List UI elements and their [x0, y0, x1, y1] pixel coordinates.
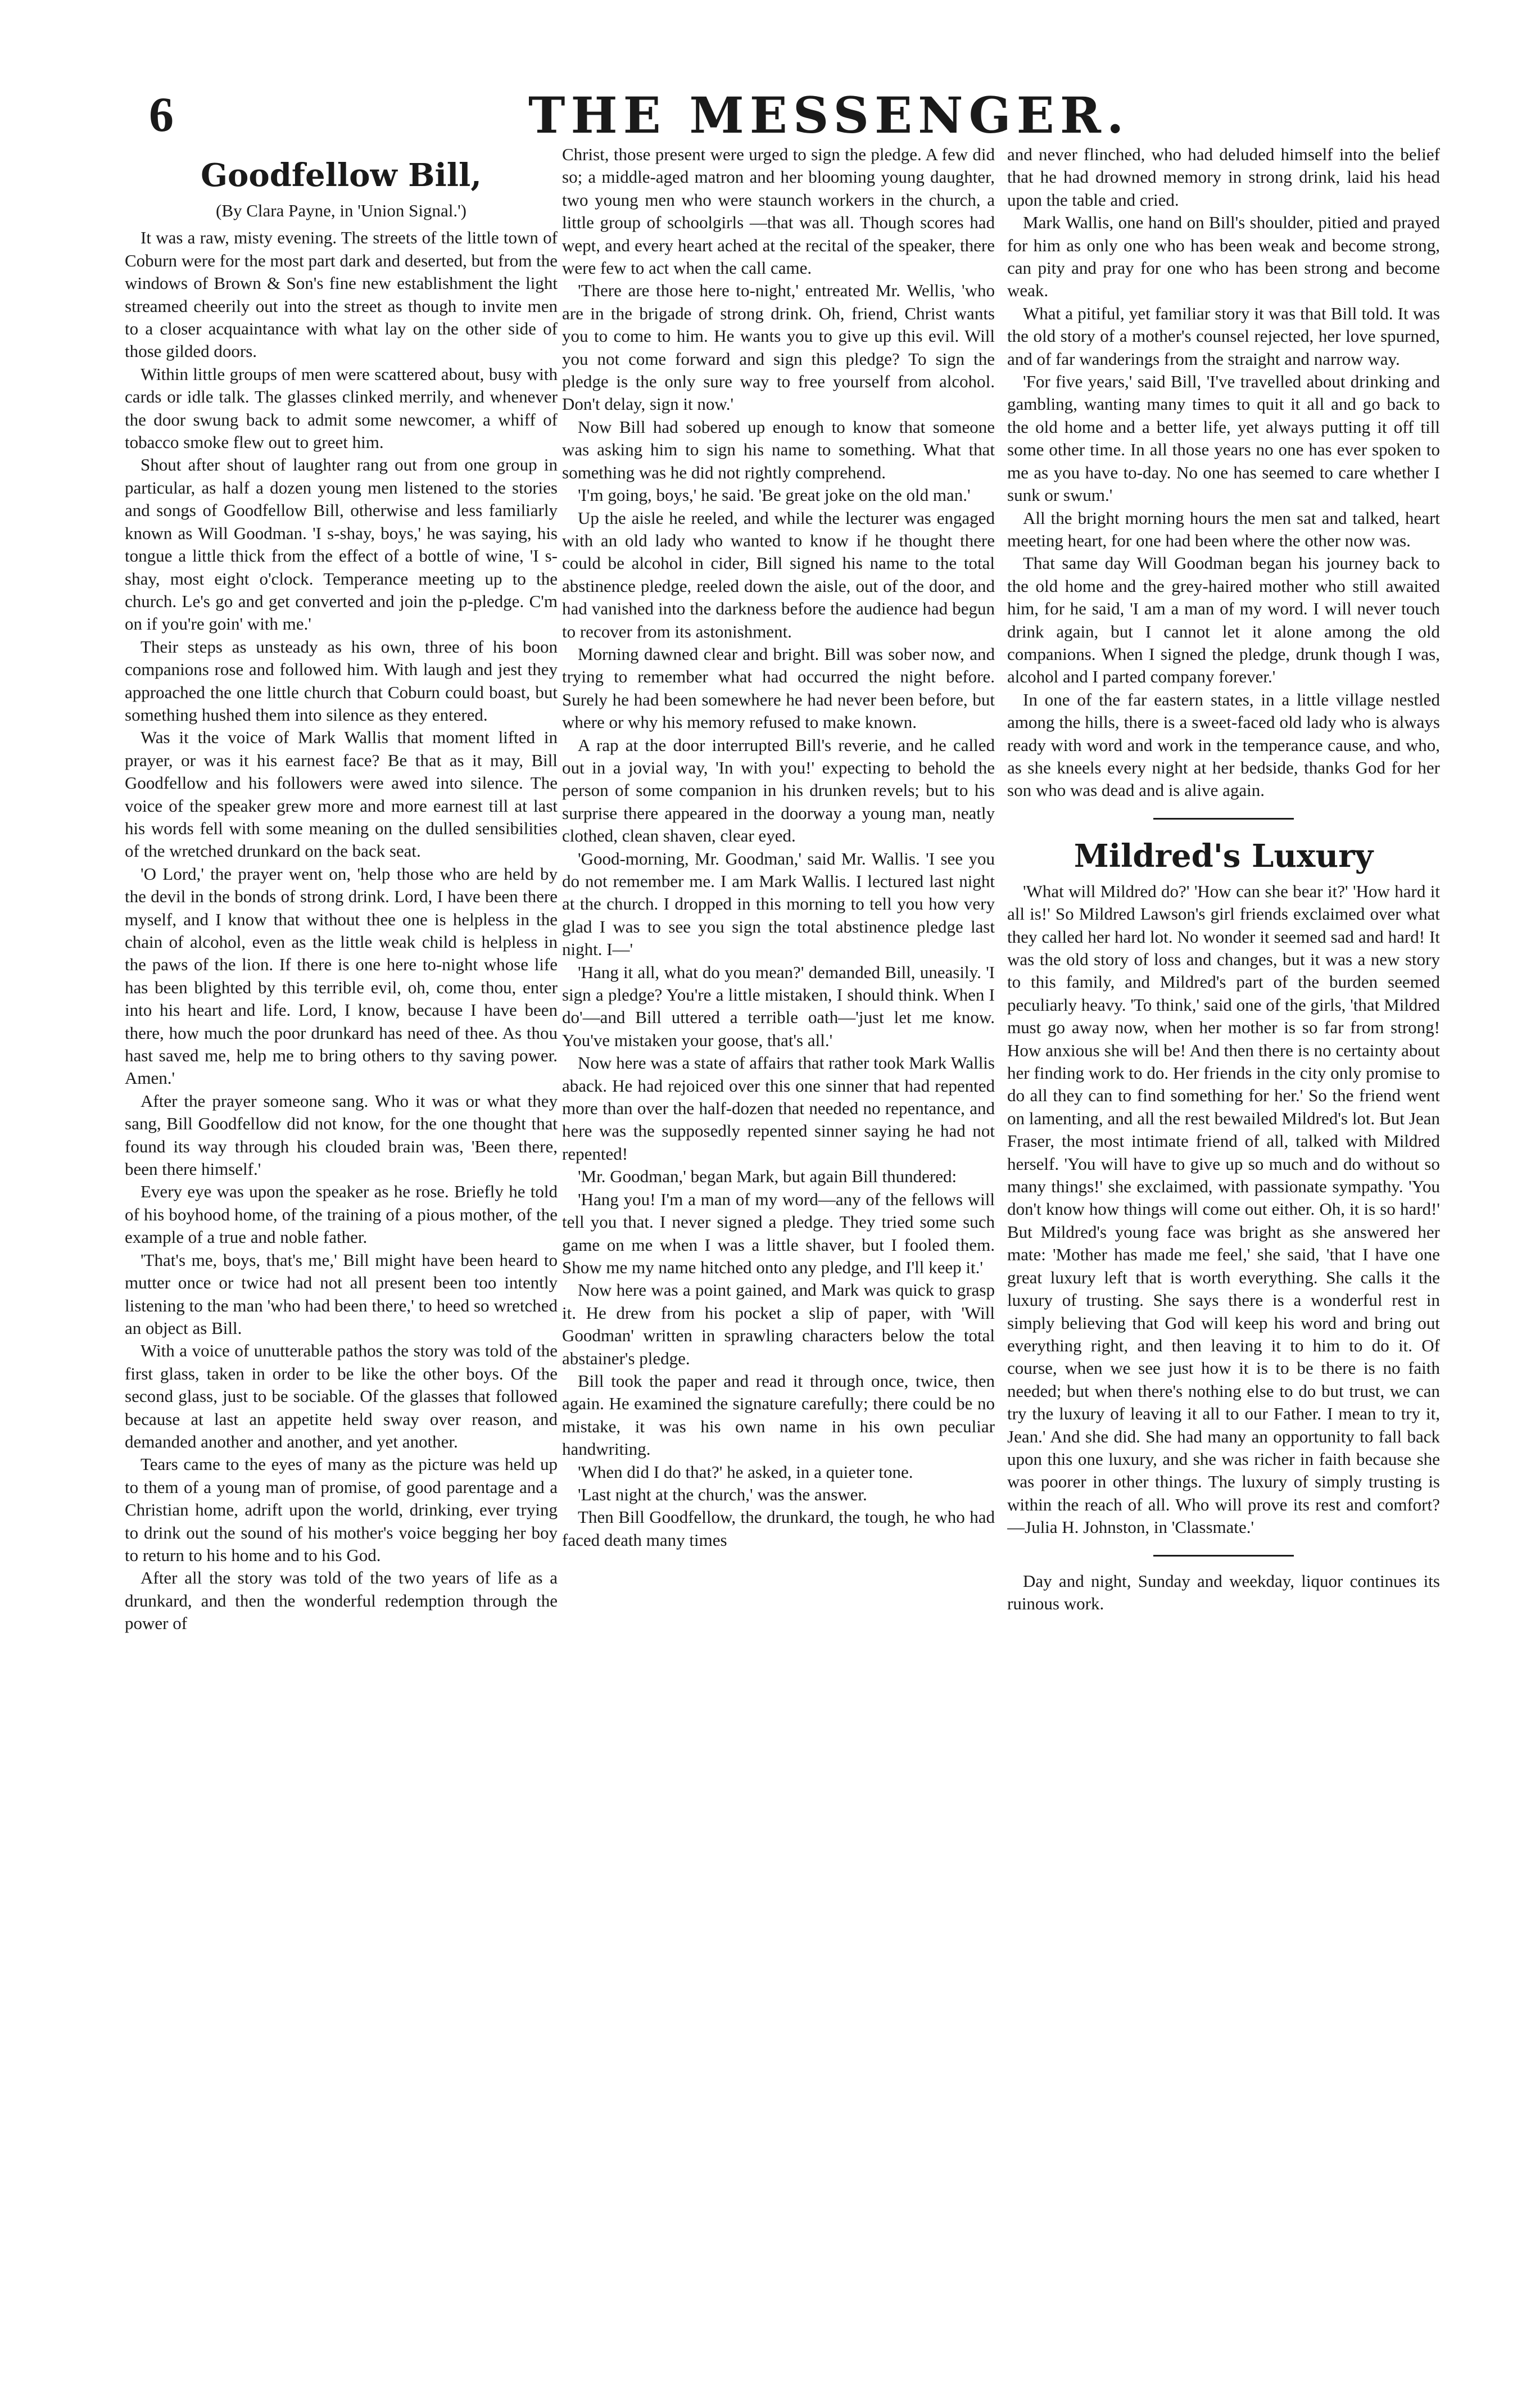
- article-paragraph: Was it the voice of Mark Wallis that moment lifted in prayer, or was it his earnest face? Be that as it may, Bill Goodfellow and his followers were awed into silence. The voice of the speaker grew more and more earnest till at last his words fell with some meaning on the dulled sensibilities of the wretched drunkard on the back seat.: [125, 727, 558, 861]
- article-divider: [1153, 818, 1294, 820]
- article-paragraph: Their steps as unsteady as his own, three of his boon companions rose and followed him. With laugh and jest they approached the one little church that Coburn could boast, but something hushed them into silence as they entered.: [125, 636, 558, 725]
- article-paragraph: 'Hang you! I'm a man of my word—any of the fellows will tell you that. I never signed a pledge. They tried some such game on me when I was a little shaver, but I fooled them. Show me my name hitched onto any pledge, and I'll keep it.': [562, 1189, 995, 1277]
- paper-title: THE MESSENGER.: [528, 86, 1130, 144]
- article-paragraph: 'Mr. Goodman,' began Mark, but again Bill thundered:: [578, 1166, 957, 1187]
- article-paragraph: In one of the far eastern states, in a little village nestled among the hills, there is a sweet-faced old lady who is always ready with word and work in the temperance cause, and who, as she kneels every night at her bedside, thanks God for her son who was dead and is alive again.: [1007, 689, 1440, 800]
- article-paragraph: Shout after shout of laughter rang out from one group in particular, as half a dozen young men listened to the stories and songs of Goodfellow Bill, otherwise and less familiarly known as Will Goodman. 'I s-shay, boys,' he was saying, his tongue a little thick from the effect of a bottle of wine, 'I s-shay, most eight o'clock. Temperance meeting up to the church. Le's go and get converted and join the p-pledge. C'm on if you're goin' with me.': [125, 455, 558, 634]
- article-paragraph: Now here was a point gained, and Mark was quick to grasp it. He drew from his pocket a slip of paper, with 'Will Goodman' written in sprawling characters below the total abstainer's pledge.: [562, 1280, 995, 1368]
- article-paragraph: All the bright morning hours the men sat and talked, heart meeting heart, for one had been where the other now was.: [1007, 508, 1440, 550]
- column-3: [1007, 143, 1440, 2279]
- article-paragraph: 'What will Mildred do?' 'How can she bear it?' 'How hard it all is!' So Mildred Lawson's girl friends exclaimed over what they called her hard lot. No wonder it seemed sad and hard! It was the old story of loss and changes, but it was a new story to this family, and Mildred's part of the burden seemed peculiarly heavy. 'To think,' said one of the girls, 'that Mildred must go away now, when her mother is so far from strong! How anxious she will be! And then there is no certainty about her finding work to do. Her friends in the city only promise to do all they can to find something for her.' So the friend went on lamenting, and all the rest bewailed Mildred's lot. But Jean Fraser, the most intimate friend of all, talked with Mildred herself. 'You will have to give up so much and do without so many things!' she exclaimed, with passionate sympathy. 'You don't know how things will come out either. Oh, it is so hard!' But Mildred's young face was bright as she answered her mate: 'Mother has made me feel,' she said, 'that I have one great luxury left that is worth everything. She calls it the luxury of trusting. She says there is a wonderful rest in simply believing that God will keep his word and bring out everything right, and then leaving it to him to do it. Of course, when we see just how it is to be there is no faith needed; but when there's nothing else to do but trust, we can try the luxury of leaving it all to our Father. I mean to try it, Jean.' And she did. She had many an opportunity to fall back upon this one luxury, and she was richer in faith because she was poorer in other things. The luxury of simply trusting is within the reach of all. Who will prove its rest and comfort?—Julia H. Johnston, in 'Classmate.': [1007, 881, 1440, 1537]
- article-divider: [1153, 1555, 1294, 1557]
- article-paragraph: 'There are those here to-night,' entreated Mr. Wellis, 'who are in the brigade of strong drink. Oh, friend, Christ wants you to come to him. He wants you to give up this evil. Will you not come forward and sign this pledge? To sign the pledge is the only sure way to free yourself from alcohol. Don't delay, sign it now.': [562, 281, 995, 414]
- article-title-mildreds-luxury: Mildred's Luxury: [1074, 837, 1374, 875]
- masthead: [0, 84, 1540, 146]
- article-paragraph: Now Bill had sobered up enough to know that someone was asking him to sign his name to something. What that something was he did not rightly comprehend.: [562, 417, 995, 482]
- article-paragraph: Mark Wallis, one hand on Bill's shoulder, pitied and prayed for him as only one who has been weak and become strong, can pity and pray for one who has been strong and become weak.: [1007, 212, 1440, 301]
- article-paragraph: With a voice of unutterable pathos the story was told of the first glass, taken in order to be like the other boys. Of the second glass, just to be sociable. Of the glasses that followed because at last an appetite held sway over reason, and demanded another and another, and yet another.: [125, 1341, 558, 1451]
- filler-paragraph: Day and night, Sunday and weekday, liquor continues its ruinous work.: [1007, 1571, 1440, 1613]
- article-paragraph: After the prayer someone sang. Who it was or what they sang, Bill Goodfellow did not know, for the one thought that found its way through his clouded brain was, 'Been there, been there himself.': [125, 1091, 558, 1179]
- article-paragraph: 'For five years,' said Bill, 'I've travelled about drinking and gambling, wanting many times to quit it all and go back to the old home and a better life, yet always putting it off till some other time. In all those years no one has ever spoken to me as you have to-day. No one has seemed to care whether I sunk or swum.': [1007, 372, 1440, 505]
- article-title-goodfellow-bill: Goodfellow Bill,: [201, 157, 482, 194]
- article-paragraph: It was a raw, misty evening. The streets of the little town of Coburn were for the most part dark and deserted, but from the windows of Brown & Son's fine new establishment the light streamed cheerily out into the street as though to invite men to a closer acquaintance with what lay on the other side of those gilded doors.: [125, 228, 558, 361]
- article-paragraph: What a pitiful, yet familiar story it was that Bill told. It was the old story of a mother's counsel rejected, her love spurned, and of far wanderings from the straight and narrow way.: [1007, 303, 1440, 369]
- article-paragraph: Now here was a state of affairs that rather took Mark Wallis aback. He had rejoiced over this one sinner that had repented more than over the half-dozen that needed no repentance, and here was the supposedly repented sinner saying he had not repented!: [562, 1053, 995, 1164]
- article-paragraph: Within little groups of men were scattered about, busy with cards or idle talk. The glasses clinked merrily, and whenever the door swung back to admit some newcomer, a whiff of tobacco smoke flew out to greet him.: [125, 364, 558, 453]
- article-paragraph: 'Last night at the church,' was the answer.: [578, 1484, 867, 1504]
- article-paragraph: Tears came to the eyes of many as the picture was held up to them of a young man of promise, of good parentage and a Christian home, adrift upon the world, drinking, ever trying to drink out the sound of his mother's voice begging her boy to return to his home and to his God.: [125, 1454, 558, 1565]
- page-number: 6: [149, 88, 174, 142]
- article-paragraph: Then Bill Goodfellow, the drunkard, the tough, he who had faced death many times: [562, 1507, 995, 1550]
- column-1: [125, 143, 558, 2279]
- article-paragraph: Every eye was upon the speaker as he rose. Briefly he told of his boyhood home, of the training of a pious mother, of the example of a true and noble father.: [125, 1182, 558, 1247]
- article-paragraph: Morning dawned clear and bright. Bill was sober now, and trying to remember what had occurred the night before. Surely he had been somewhere he had never been before, but where or why his memory refused to make known.: [562, 644, 995, 732]
- article-paragraph: Up the aisle he reeled, and while the lecturer was engaged with an old lady who wanted to know if he thought there could be alcohol in cider, Bill signed his name to the total abstinence pledge, reeled down the aisle, out of the door, and had vanished into the darkness before the audience had begun to recover from its astonishment.: [562, 508, 995, 641]
- column-2: [562, 143, 995, 2279]
- article-paragraph: 'Hang it all, what do you mean?' demanded Bill, uneasily. 'I sign a pledge? You're a little mistaken, I should think. When I do'—and Bill uttered a terrible oath—'just let me know. You've mistaken your goose, that's all.': [562, 962, 995, 1050]
- article-paragraph: A rap at the door interrupted Bill's reverie, and he called out in a jovial way, 'In with you!' expecting to behold the person of some companion in his drunken revels; but to his surprise there appeared in the doorway a young man, neatly clothed, clean shaven, clear eyed.: [562, 735, 995, 846]
- article-paragraph: After all the story was told of the two years of life as a drunkard, and then the wonderful redemption through the power of: [125, 1568, 558, 1634]
- article-paragraph: Christ, those present were urged to sign the pledge. A few did so; a middle-aged matron and her blooming young daughter, two young men who were staunch workers in the church, a little group of schoolgirls —that was all. Though scores had wept, and every heart ached at the recital of the speaker, there were few to act when the call came.: [562, 144, 995, 278]
- article-paragraph: Bill took the paper and read it through once, twice, then again. He examined the signature carefully; there could be no mistake, it was his own name in his own peculiar handwriting.: [562, 1370, 995, 1459]
- article-paragraph: and never flinched, who had deluded himself into the belief that he had drowned memory in strong drink, laid his head upon the table and cried.: [1007, 144, 1440, 210]
- article-paragraph: That same day Will Goodman began his journey back to the old home and the grey-haired mother who still awaited him, for he said, 'I am a man of my word. I will never touch drink again, but I cannot let it alone among the old companions. When I signed the pledge, drunk though I was, alcohol and I parted company forever.': [1007, 553, 1440, 687]
- article-paragraph: 'I'm going, boys,' he said. 'Be great joke on the old man.': [578, 485, 971, 505]
- article-paragraph: 'When did I do that?' he asked, in a quieter tone.: [578, 1462, 913, 1482]
- article-paragraph: 'Good-morning, Mr. Goodman,' said Mr. Wallis. 'I see you do not remember me. I am Mark Wallis. I lectured last night at the church. I dropped in this morning to tell you how very glad I was to see you sign the total abstinence pledge last night. I—': [562, 848, 995, 960]
- article-paragraph: 'O Lord,' the prayer went on, 'help those who are held by the devil in the bonds of strong drink. Lord, I have been there myself, and I know that without thee one is helpless in the chain of alcohol, even as the little weak child is helpless in the paws of the lion. If there is one here to-night whose life has been blighted by this terrible evil, oh, come thou, enter into his heart and life. Lord, I know, because I have been there, how much the poor drunkard has need of thee. As thou hast saved me, help me to bring others to thy saving power. Amen.': [125, 863, 558, 1088]
- article-byline: (By Clara Payne, in 'Union Signal.'): [216, 201, 466, 220]
- article-paragraph: 'That's me, boys, that's me,' Bill might have been heard to mutter once or twice had not all present been too intently listening to the man 'who had been there,' to heed so wretched an object as Bill.: [125, 1250, 558, 1338]
